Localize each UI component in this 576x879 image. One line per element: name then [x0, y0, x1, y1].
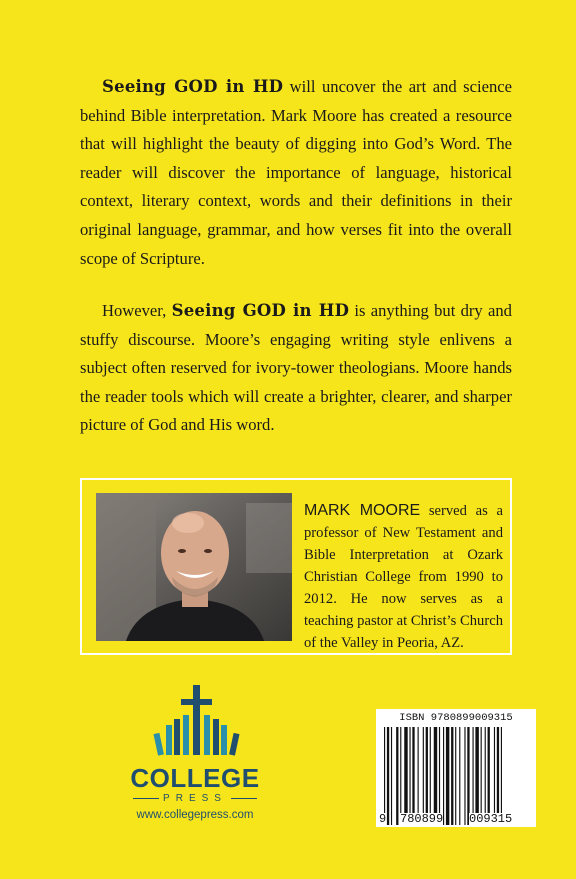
barcode-bar — [384, 727, 385, 825]
barcode-bar — [488, 727, 490, 825]
barcode-bar — [459, 727, 460, 825]
publisher-url: www.collegepress.com — [136, 809, 254, 821]
barcode-bar — [391, 727, 392, 825]
barcode-bar — [418, 727, 419, 825]
barcode-bar — [481, 727, 482, 825]
barcode-digits-left: 780899 — [400, 812, 444, 826]
publisher-subname: PRESS — [120, 793, 270, 804]
barcode-bar — [464, 727, 465, 825]
barcode-bar — [404, 727, 407, 825]
barcode-bar — [396, 727, 398, 825]
barcode-digit-first: 9 — [379, 812, 387, 826]
paragraph-1-text: will uncover the art and science behind Bible interpretation. Mark Moore has created a resource that will highlight the beauty of digging into God’s Word. The reader will discover the importance of language, historical context, literary context, words and their definitions in their original language, grammar, and how verses fit into the overall scope of Scripture. — [80, 77, 512, 268]
publisher-cross-books-icon — [120, 685, 270, 765]
description-paragraph-1 — [80, 73, 512, 273]
author-bio-text: served as a professor of New Testament and Bible Interpretation at Ozark Christian College from 1990 to 2012. He now serves as a teaching pastor at Christ’s Church of the Valley in Peoria, AZ. — [304, 503, 503, 651]
paragraph-2-text: is anything but dry and stuffy discourse. Moore’s engaging writing style enlivens a subject often reserved for ivory-tower theologians. Moore hands the reader tools which will create a brighter, clearer, and sharper picture of God and His word. — [80, 301, 512, 435]
barcode-bar — [387, 727, 389, 825]
publisher-name: COLLEGE — [130, 763, 260, 793]
isbn-barcode — [376, 709, 536, 827]
barcode-bar — [497, 727, 499, 825]
barcode-bar — [434, 727, 437, 825]
barcode-bar — [455, 727, 456, 825]
barcode-bar — [485, 727, 486, 825]
author-name: MARK MOORE — [304, 502, 421, 519]
barcode-bar — [501, 727, 502, 825]
barcode-bar — [423, 727, 424, 825]
description-paragraph-2 — [80, 297, 512, 440]
barcode-bar — [451, 727, 453, 825]
barcode-bar — [439, 727, 440, 825]
book-title-brand: Seeing GOD in HD — [102, 77, 284, 96]
barcode-bar — [412, 727, 414, 825]
barcode-bar — [446, 727, 449, 825]
barcode-bars — [382, 727, 530, 825]
author-bio — [304, 500, 503, 654]
author-box — [80, 478, 512, 655]
barcode-bar — [494, 727, 495, 825]
barcode-bar — [430, 727, 431, 825]
book-title-brand: Seeing GOD in HD — [171, 301, 350, 320]
barcode-digits-right: 009315 — [469, 812, 513, 826]
barcode-bar — [409, 727, 410, 825]
barcode-bar — [467, 727, 469, 825]
barcode-bar — [473, 727, 474, 825]
barcode-bar — [400, 727, 401, 825]
barcode-bar — [443, 727, 444, 825]
barcode-bar — [426, 727, 428, 825]
publisher-logo — [120, 685, 270, 825]
isbn-label: ISBN 9780899009315 — [399, 712, 513, 724]
author-photo — [96, 493, 292, 641]
paragraph-2-lead: However, — [102, 301, 172, 320]
barcode-bar — [475, 727, 478, 825]
